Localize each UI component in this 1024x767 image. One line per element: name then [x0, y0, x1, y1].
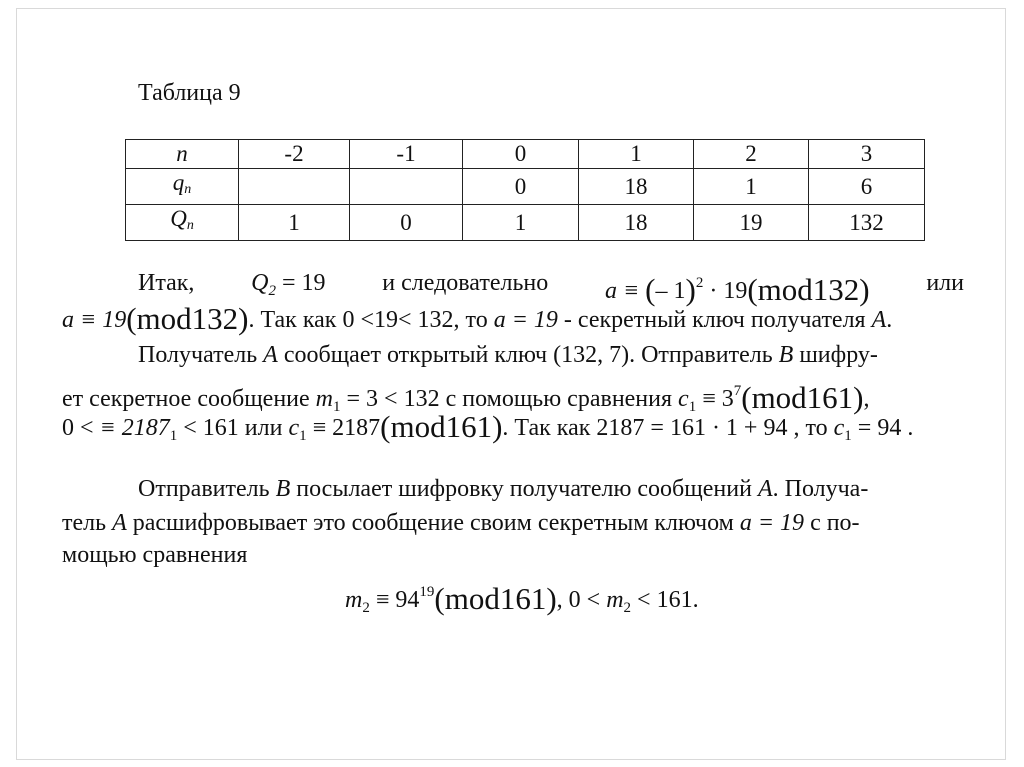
table-cell: 0	[350, 205, 463, 241]
table-cell: 6	[809, 169, 925, 205]
row-header-label: Q	[170, 206, 187, 231]
formula-minus-one: – 1	[655, 278, 686, 304]
row-header-subscript: n	[184, 182, 192, 197]
c1-subscript-2: 1	[299, 428, 307, 444]
table-cell: 1	[694, 169, 809, 205]
formula-close-paren: )	[685, 272, 696, 307]
table-cell: -2	[239, 140, 350, 169]
table-cell: 18	[579, 169, 694, 205]
table-cell	[239, 169, 350, 205]
formula-rest: · 19	[703, 278, 748, 304]
m2-subscript: 2	[362, 600, 370, 616]
m2-symbol: m	[345, 587, 363, 613]
c1-2187: ≡ 2187	[306, 415, 381, 441]
table-caption: Таблица 9	[138, 80, 241, 106]
table-cell: 1	[463, 205, 579, 241]
paragraph-1-line-1	[138, 266, 964, 307]
congruence-mod: (mod132)	[126, 301, 249, 336]
text-or: < 161 или	[177, 415, 289, 441]
c1-symbol: c	[678, 386, 689, 412]
m1-subscript: 1	[333, 399, 341, 415]
table-cell: 19	[694, 205, 809, 241]
c1-symbol-3: c	[833, 415, 845, 441]
period: .	[886, 307, 893, 333]
table-row	[126, 205, 925, 241]
q2-symbol: Q	[251, 270, 269, 296]
text-sends: посылает шифровку получателю сообщений	[290, 476, 758, 502]
m2-power: 19	[419, 584, 435, 600]
row-header-label: q	[172, 170, 185, 195]
paragraph-2-line-3	[62, 410, 913, 444]
formula-mod: (mod132)	[747, 272, 870, 307]
a-equals-19: a = 19	[739, 510, 805, 536]
table-cell: 1	[579, 140, 694, 169]
text-recipient-hyphen: . Получа-	[772, 476, 869, 502]
m2-symbol-2: m	[606, 587, 624, 613]
recipient-a: A	[263, 342, 278, 368]
c1-subscript-3: 1	[844, 428, 852, 444]
text-itak: Итак,	[138, 270, 195, 296]
formula-a-symbol: a ≡	[604, 278, 646, 304]
text-decrypts: расшифровывает это сообщение своим секретным ключом	[126, 510, 740, 536]
m2-range-end: < 161.	[631, 587, 699, 613]
recipient-a: A	[757, 476, 773, 502]
text-secret-key: - секретный ключ получателя	[557, 307, 872, 333]
table-cell: 18	[579, 205, 694, 241]
m2-subscript-2: 2	[623, 600, 632, 616]
comma: ,	[863, 386, 870, 412]
table-cell: 132	[809, 205, 925, 241]
m1-symbol: m	[315, 386, 334, 412]
row-header-label: n	[176, 141, 188, 166]
c1-mod-2: (mod161)	[380, 409, 503, 444]
m2-range-start: , 0 <	[556, 587, 607, 613]
table-cell: 2	[694, 140, 809, 169]
row-header-subscript: n	[186, 218, 194, 233]
paragraph-2-line-1	[138, 338, 878, 372]
row-header	[126, 140, 239, 169]
recipient-a: A	[112, 510, 127, 536]
recipient-a: A	[871, 307, 887, 333]
row-header	[126, 205, 239, 241]
c1-power: 7	[733, 383, 742, 399]
c1-congruence: ≡ 3	[696, 386, 734, 412]
m2-mod: (mod161)	[434, 581, 557, 616]
c1-symbol-2: c	[288, 415, 300, 441]
text-and-then: и следовательно	[382, 270, 549, 296]
formula-power: 2	[695, 275, 704, 291]
paragraph-3-line-3: мощью сравнения	[62, 542, 248, 568]
c1-subscript: 1	[688, 399, 697, 415]
final-formula	[345, 575, 699, 616]
text-since-2187: . Так как 2187 = 161 · 1 + 94 , то	[502, 415, 834, 441]
table-cell: 0	[463, 140, 579, 169]
q2-value: = 19	[282, 270, 326, 296]
m2-congruence: ≡ 94	[369, 587, 420, 613]
sender-b: B	[275, 476, 291, 502]
c1-mod: (mod161)	[741, 380, 864, 415]
c1-subscript: 1	[169, 428, 178, 444]
text-secret-message: ет секретное сообщение	[62, 386, 316, 412]
q2-expression	[251, 266, 325, 300]
text-public-key: сообщает открытый ключ (132, 7). Отправитель	[277, 342, 779, 368]
table-cell: 1	[239, 205, 350, 241]
formula-a-congruence	[604, 266, 870, 307]
text-sender: Отправитель	[138, 476, 276, 502]
congruence-a: a ≡ 19	[62, 307, 127, 333]
data-table	[125, 139, 925, 241]
paragraph-1-line-2	[62, 302, 892, 336]
formula-open-paren: (	[645, 272, 656, 307]
q2-subscript: 2	[268, 283, 276, 299]
text-recipient: Получатель	[138, 342, 264, 368]
sender-b: B	[778, 342, 794, 368]
text-with-hyphen: с по-	[804, 510, 860, 536]
text-or: или	[926, 270, 964, 296]
table-cell: 0	[463, 169, 579, 205]
c1-equals-94: = 94 .	[851, 415, 914, 441]
table-cell	[350, 169, 463, 205]
text-encrypts: шифру-	[793, 342, 878, 368]
c1-symbol: ≡ 2187	[99, 415, 170, 441]
paragraph-2-line-2	[62, 374, 870, 415]
text-since: . Так как 0 <19< 132, то	[248, 307, 494, 333]
table-cell: 3	[809, 140, 925, 169]
a-equals-19: a = 19	[493, 307, 558, 333]
paragraph-3-line-1	[138, 472, 868, 506]
table-row	[126, 140, 925, 169]
row-header	[126, 169, 239, 205]
paragraph-3-line-2	[62, 506, 860, 540]
table-cell: -1	[350, 140, 463, 169]
text-with-congruence: с помощью сравнения	[439, 386, 679, 412]
text-tel: тель	[62, 510, 113, 536]
text-zero-less: 0 <	[62, 415, 100, 441]
m1-value: = 3 < 132	[340, 386, 440, 412]
table-row	[126, 169, 925, 205]
